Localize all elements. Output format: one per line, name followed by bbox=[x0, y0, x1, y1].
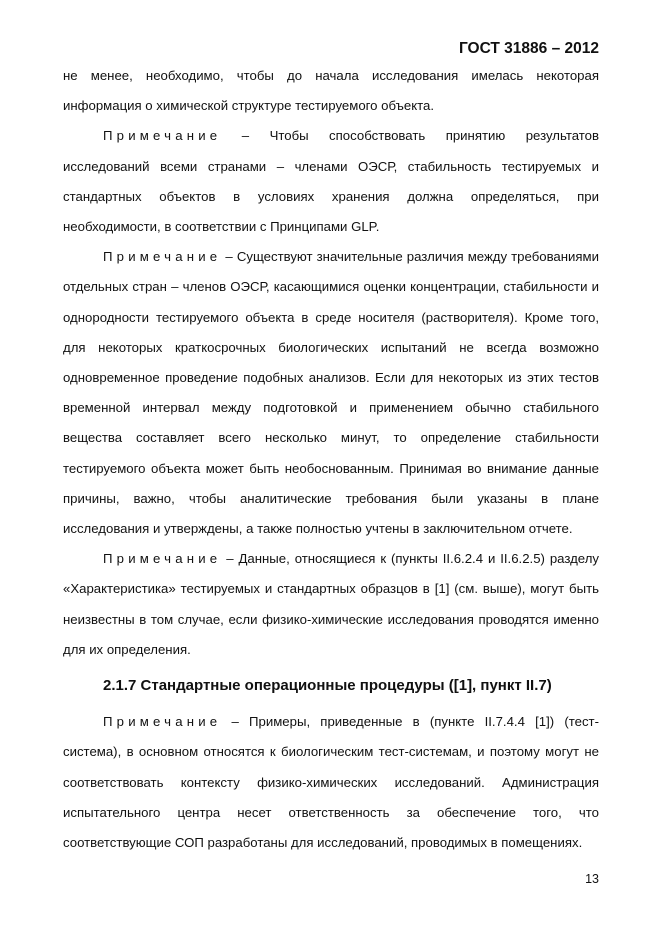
section-title: 2.1.7 Стандартные операционные процедуры bbox=[103, 677, 445, 695]
section-heading bbox=[63, 665, 599, 707]
section-reference: ([1], пункт II.7) bbox=[444, 677, 552, 695]
page-number: 13 bbox=[585, 872, 599, 886]
note-label: Примечание bbox=[103, 128, 222, 144]
note-text: – Примеры, приведенные в (пункте II.7.4.4 [1]) (тест-система), в основном относятся к биологическим тест-системам, и поэтому могут не соответствовать контексту физико-химических исследований. Администрация испытательного центра несет ответственность за обеспечение того, что соответствующие СОП разработаны для исследований, проводимых в помещениях. bbox=[63, 714, 599, 851]
note-sop-examples bbox=[63, 707, 599, 858]
paragraph-continuation: не менее, необходимо, чтобы до начала исследования имелась некоторая информация о химической структуре тестируемого объекта. bbox=[63, 68, 599, 114]
note-text: – Чтобы способствовать принятию результатов исследований всеми странами – членами ОЭСР, стабильность тестируемых и стандартных объектов в условиях хранения должна определяться, при необходимости, в соответствии с Принципами GLP. bbox=[63, 128, 599, 235]
document-body bbox=[63, 61, 599, 858]
note-oecd-differences bbox=[63, 242, 599, 544]
note-characteristics bbox=[63, 544, 599, 665]
note-label: Примечание bbox=[103, 714, 222, 730]
note-text: – Существуют значительные различия между требованиями отдельных стран – членов ОЭСР, касающимися оценки концентрации, стабильности и однородности тестируемого объекта в среде носителя (растворителя). Кроме того, для некоторых краткосрочных биологических испытаний не всегда возможно одновременное проведение подобных анализов. Если для некоторых из этих тестов временной интервал между подготовкой и применением обычно стабильного вещества составляет всего несколько минут, то определение стабильности тестируемого объекта может быть необоснованным. Принимая во внимание данные причины, важно, чтобы аналитические требования были указаны в плане исследования и утверждены, а также полностью учтены в заключительном отчете. bbox=[63, 249, 599, 537]
note-stability-glp bbox=[63, 121, 599, 242]
note-label: Примечание bbox=[103, 551, 222, 567]
note-label: Примечание bbox=[103, 249, 222, 265]
note-text: – Данные, относящиеся к (пункты II.6.2.4 и II.6.2.5) разделу «Характеристика» тестируемых и стандартных образцов в [1] (см. выше), могут быть неизвестны в том случае, если физико-химические исследования проводятся именно для их определения. bbox=[63, 551, 599, 657]
document-header: ГОСТ 31886 – 2012 bbox=[458, 40, 599, 57]
